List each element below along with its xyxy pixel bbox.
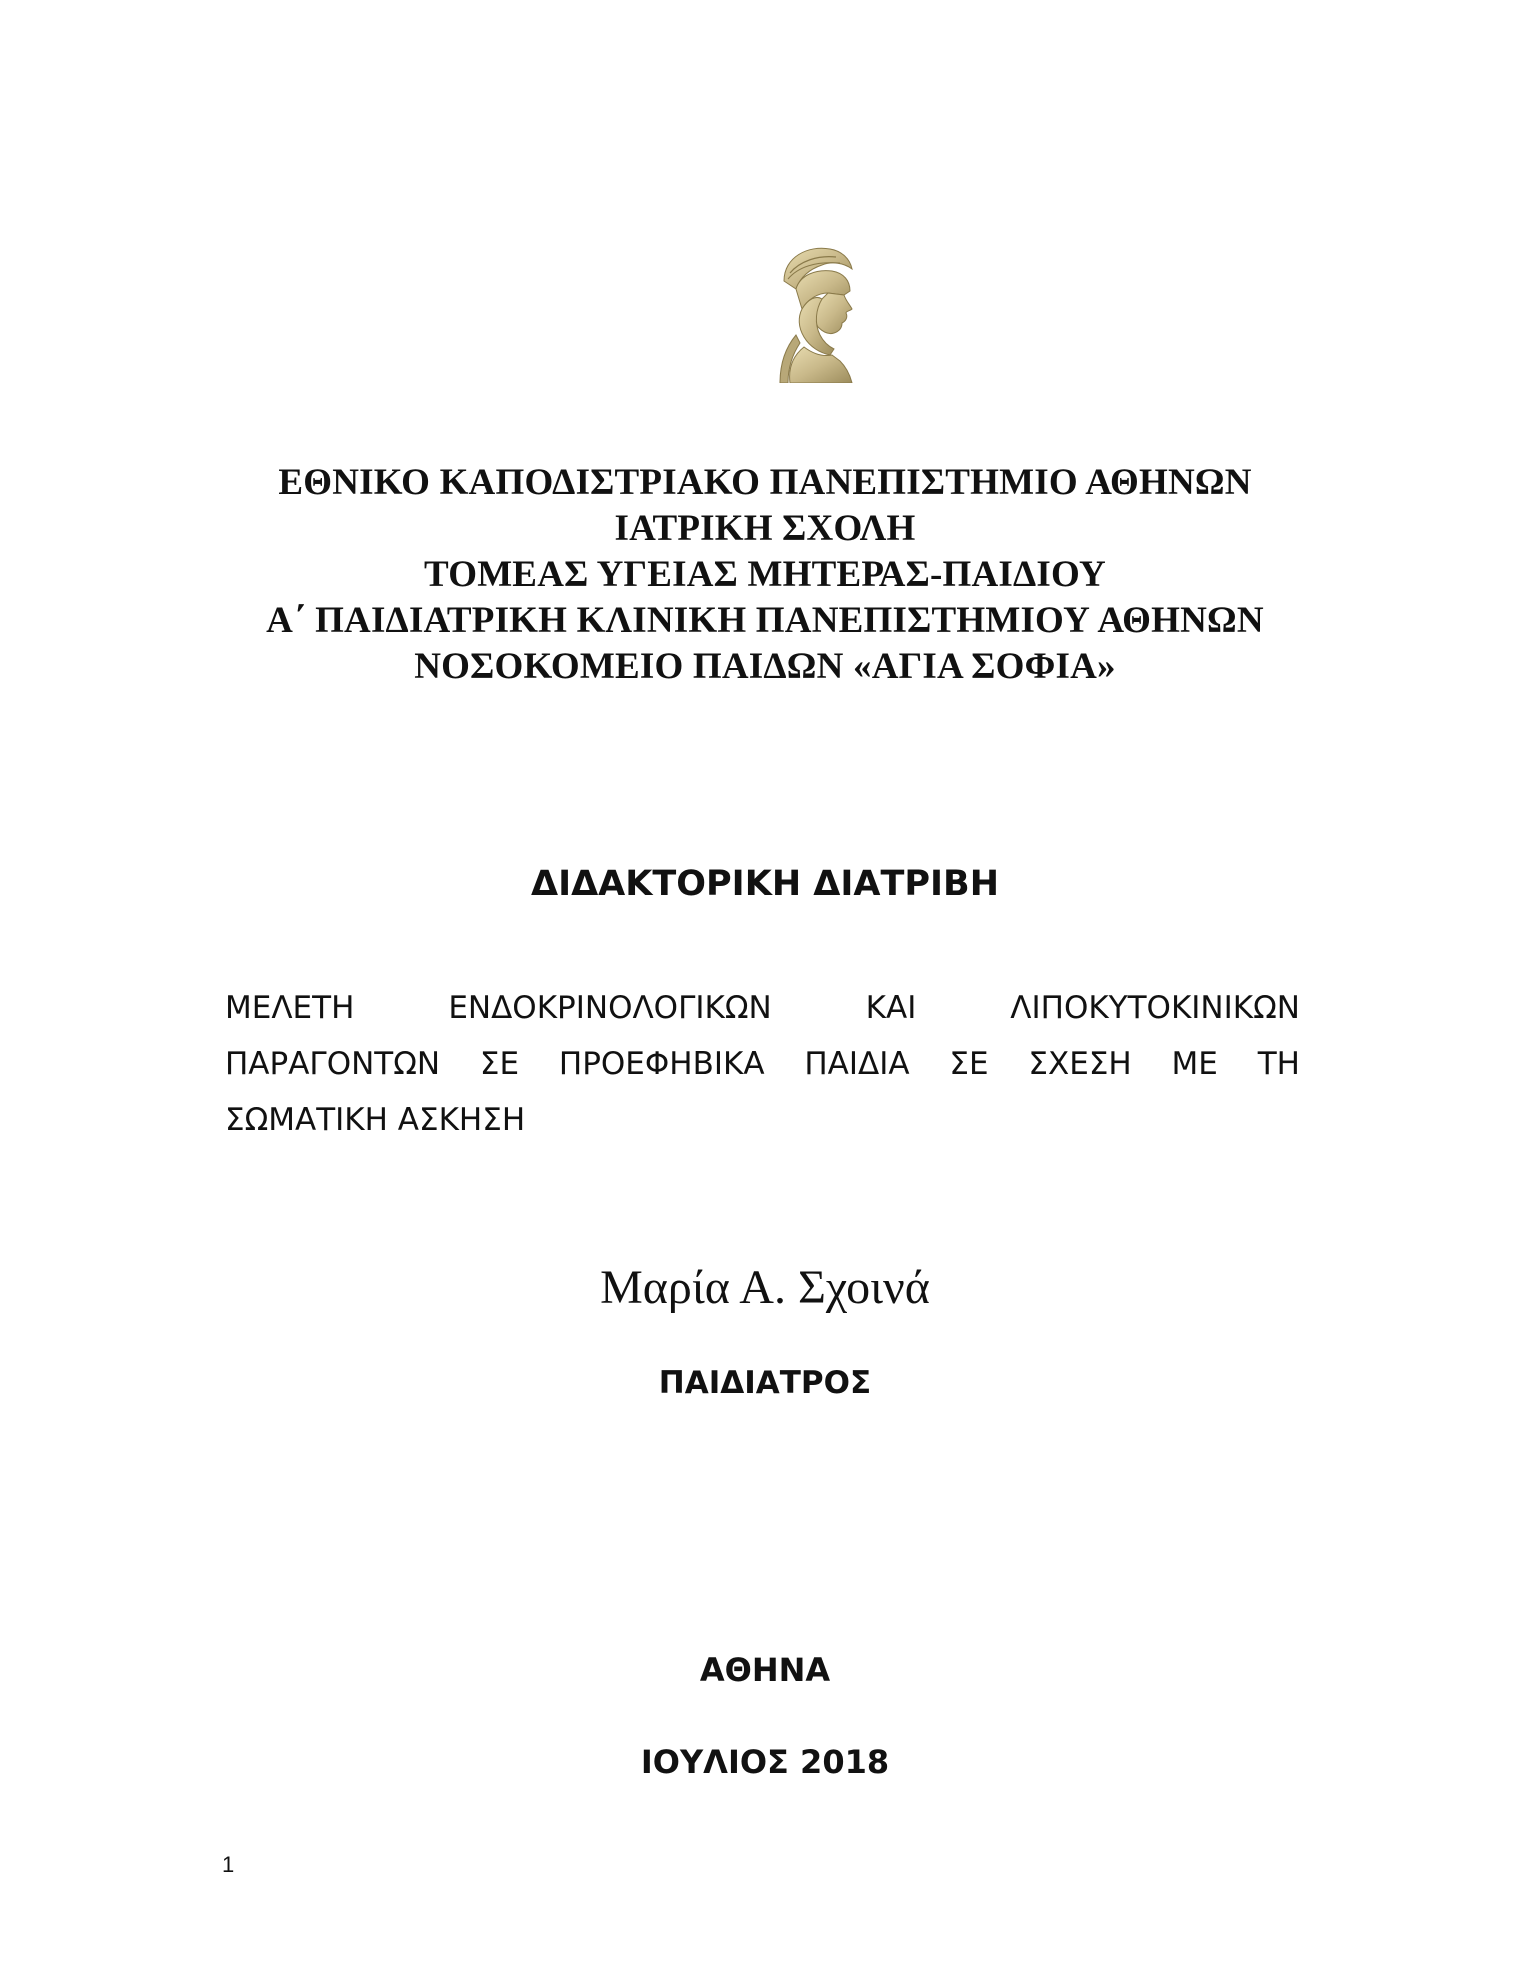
institution-block (0, 460, 1530, 690)
thesis-title-line-2 (225, 1036, 1300, 1092)
author-name: Μαρία Α. Σχοινά (600, 1261, 930, 1314)
page-number: 1 (222, 1852, 235, 1877)
document-type-heading: ΔΙΔΑΚΤΟΡΙΚΗ ΔΙΑΤΡΙΒΗ (530, 864, 1000, 904)
date: ΙΟΥΛΙΟΣ 2018 (640, 1743, 890, 1781)
hospital-name: ΝΟΣΟΚΟΜΕΙΟ ΠΑΙΔΩΝ «ΑΓΙΑ ΣΟΦΙΑ» (414, 646, 1116, 687)
author-profession: ΠΑΙΔΙΑΤΡΟΣ (658, 1365, 872, 1401)
athena-head-emblem-icon (770, 243, 870, 383)
title-word: ΚΑΙ (865, 990, 917, 1026)
clinic-name: Α΄ ΠΑΙΔΙΑΤΡΙΚΗ ΚΛΙΝΙΚΗ ΠΑΝΕΠΙΣΤΗΜΙΟΥ ΑΘΗΝΩΝ (266, 600, 1264, 641)
title-word: ΠΡΟΕΦΗΒΙΚΑ (558, 1046, 765, 1082)
title-word: ΛΙΠΟΚΥΤΟΚΙΝΙΚΩΝ (1010, 990, 1300, 1026)
title-word: ΠΑΡΑΓΟΝΤΩΝ (225, 1046, 441, 1082)
title-word: ΣΧΕΣΗ (1028, 1046, 1132, 1082)
title-word: ΠΑΙΔΙΑ (804, 1046, 910, 1082)
thesis-title (225, 980, 1300, 1148)
title-word: ΤΗ (1257, 1046, 1300, 1082)
title-word: ΕΝΔΟΚΡΙΝΟΛΟΓΙΚΩΝ (448, 990, 772, 1026)
thesis-title-line-3 (225, 1092, 1300, 1148)
title-word: ΣΕ (949, 1046, 989, 1082)
title-word: ΜΕ (1171, 1046, 1218, 1082)
university-name: ΕΘΝΙΚΟ ΚΑΠΟΔΙΣΤΡΙΑΚΟ ΠΑΝΕΠΙΣΤΗΜΙΟ ΑΘΗΝΩΝ (278, 462, 1252, 503)
city: ΑΘΗΝΑ (699, 1651, 831, 1689)
department-name: ΤΟΜΕΑΣ ΥΓΕΙΑΣ ΜΗΤΕΡΑΣ-ΠΑΙΔΙΟΥ (424, 554, 1106, 595)
thesis-title-line-1 (225, 980, 1300, 1036)
school-name: ΙΑΤΡΙΚΗ ΣΧΟΛΗ (614, 508, 916, 549)
title-word: ΜΕΛΕΤΗ (225, 990, 355, 1026)
title-word: ΣΩΜΑΤΙΚΗ ΑΣΚΗΣΗ (225, 1102, 526, 1138)
title-word: ΣΕ (479, 1046, 520, 1082)
